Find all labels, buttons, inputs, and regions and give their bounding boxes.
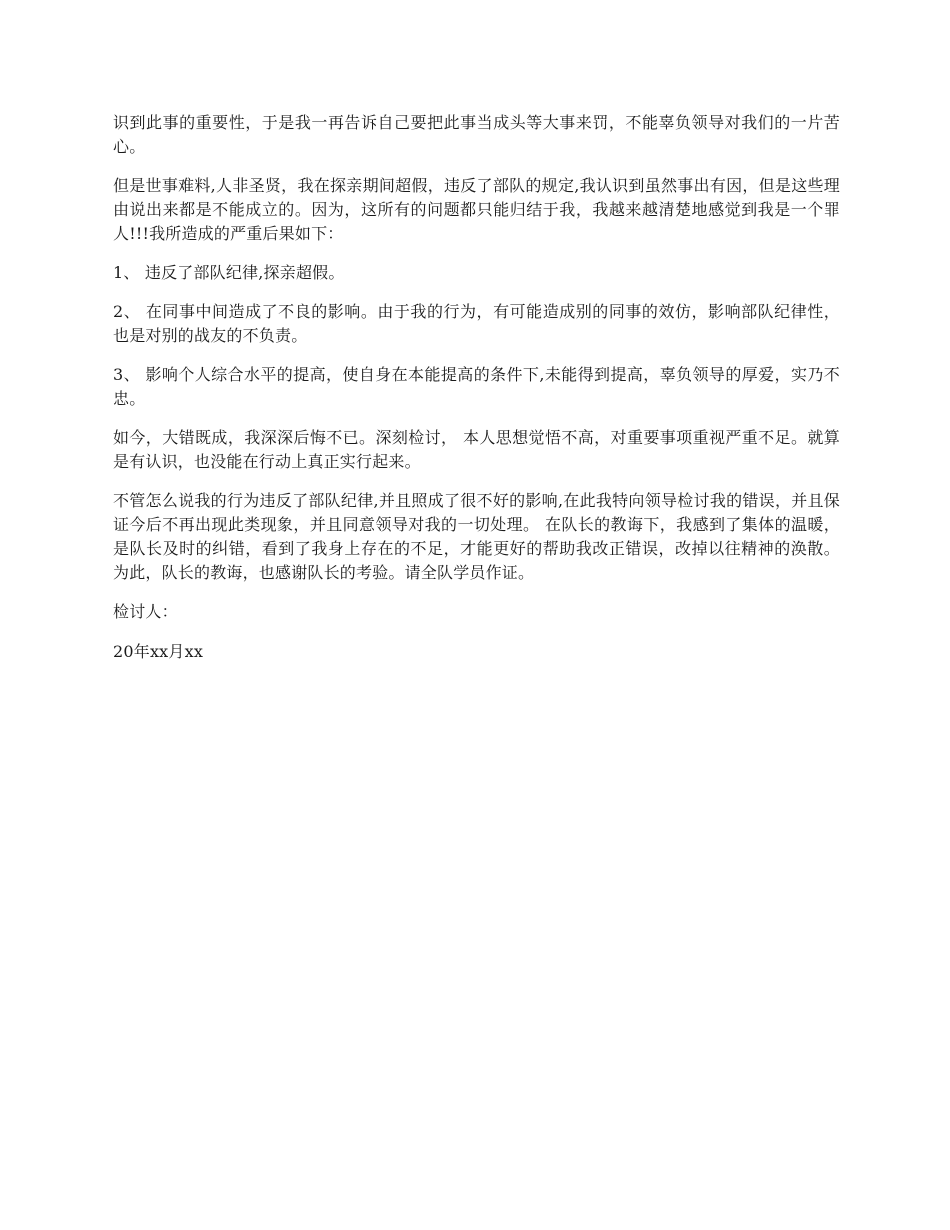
consequence-item-3: 3、 影响个人综合水平的提高，使自身在本能提高的条件下,未能得到提高，辜负领导的厚爱，实乃不忠。 — [113, 365, 840, 408]
signer-label: 检讨人： — [113, 602, 178, 621]
paragraph-commitment: 不管怎么说我的行为违反了部队纪律,并且照成了很不好的影响,在此我特向领导检讨我的错误，并且保证今后不再出现此类现象，并且同意领导对我的一切处理。 在队长的教诲下，我感到了集体的温暖，是队长及时的纠错，看到了我身上存在的不足，才能更好的帮助我改正错误，改掉以往精神的涣散。为此，队长的教诲，也感谢队长的考验。请全队学员作证。 — [113, 491, 840, 582]
paragraph-intro: 识到此事的重要性，于是我一再告诉自己要把此事当成头等大事来罚，不能辜负领导对我们的一片苦心。 — [113, 113, 840, 156]
consequence-item-2: 2、 在同事中间造成了不良的影响。由于我的行为，有可能造成别的同事的效仿，影响部队纪律性，也是对别的战友的不负责。 — [113, 302, 840, 345]
paragraph-reflection: 如今，大错既成，我深深后悔不已。深刻检讨， 本人思想觉悟不高，对重要事项重视严重不足。就算是有认识，也没能在行动上真正实行起来。 — [113, 428, 840, 471]
document-body — [113, 111, 840, 679]
consequence-item-1: 1、 违反了部队纪律,探亲超假。 — [113, 263, 345, 282]
date-line: 20年xx月xx — [113, 642, 204, 661]
paragraph-circumstance: 但是世事难料,人非圣贤，我在探亲期间超假，违反了部队的规定,我认识到虽然事出有因，但是这些理由说出来都是不能成立的。因为，这所有的问题都只能归结于我，我越来越清楚地感觉到我是一个罪人!!!我所造成的严重后果如下： — [113, 176, 840, 243]
